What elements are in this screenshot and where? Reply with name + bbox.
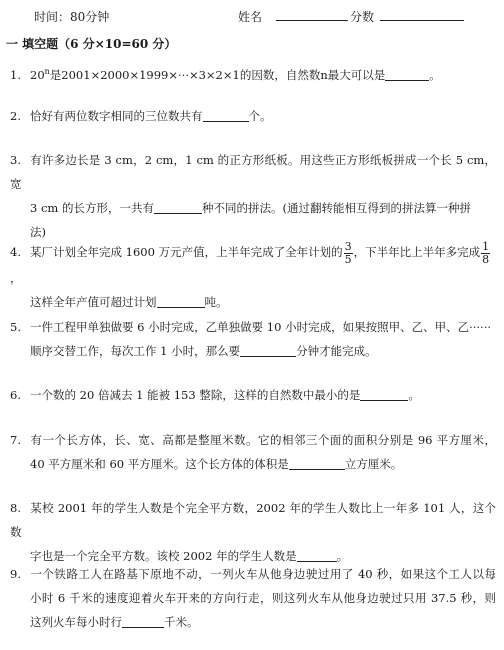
name-label: 姓名 — [238, 10, 263, 24]
answer-blank[interactable] — [240, 344, 296, 357]
fraction-one-eighth: $\frac{1}{8}$ — [482, 239, 490, 266]
question-number: 4. — [10, 245, 21, 259]
question-4: 4. 某厂计划全年完成 1600 万元产值，上半年完成了全年计划的 $\frac{3}{5}$ ，下半年比上半年多完成 $\frac{1}{8}$ ， 这样全年产值可超过计划 吨。 — [10, 239, 490, 309]
question-2: 2. 恰好有两位数字相同的三位数共有 个。 — [10, 104, 496, 128]
question-9: 9. 一个铁路工人在路基下原地不动，一列火车从他身边驶过用了 40 秒，如果这个工人以每 小时 6 千米的速度迎着火车开来的方向行走，则这列火车从他身边驶过只用 37.5 秒，则 这列火车每小时行 千米。 — [10, 562, 496, 634]
question-number: 6. — [10, 388, 21, 402]
score-label: 分数 — [350, 10, 375, 24]
question-7: 7. 有一个长方体，长、宽、高都是整厘米数。它的相邻三个面的面积分别是 96 平方厘米， 40 平方厘米和 60 平方厘米。这个长方体的体积是 立方厘米。 — [10, 428, 496, 476]
answer-blank[interactable] — [360, 388, 408, 401]
question-text: 某校 2001 年的学生人数是个完全平方数，2002 年的学生人数比上一年多 101 人，这个数 — [10, 501, 496, 539]
question-text: 有一个长方体，长、宽、高都是整厘米数。它的相邻三个面的面积分别是 96 平方厘米， — [30, 433, 496, 447]
section-title: 一 填空题（6 分×10=60 分） — [6, 37, 177, 51]
answer-blank[interactable] — [289, 457, 345, 470]
question-text: 有许多边长是 3 cm，2 cm，1 cm 的正方形纸板。用这些正方形纸板拼成一个长 5 cm，宽 — [10, 153, 496, 191]
question-number: 8. — [10, 501, 21, 515]
answer-blank[interactable] — [297, 549, 337, 562]
question-8: 8. 某校 2001 年的学生人数是个完全平方数，2002 年的学生人数比上一年多 101 人，这个数 字也是一个完全平方数。该校 2002 年的学生人数是 。 — [10, 496, 496, 568]
answer-blank[interactable] — [385, 68, 429, 81]
question-text: 恰好有两位数字相同的三位数共有 — [30, 109, 203, 123]
question-number: 9. — [10, 567, 21, 581]
question-number: 2. — [10, 109, 21, 123]
answer-blank[interactable] — [122, 615, 164, 628]
score-blank[interactable] — [380, 9, 464, 21]
time-label: 时间：80分钟 — [34, 10, 110, 24]
question-number: 7. — [10, 433, 21, 447]
answer-blank[interactable] — [203, 109, 249, 122]
question-1: 1. 20$^n$是2001×2000×1999×···×3×2×1的因数，自然数n最大可以是 。 — [10, 60, 496, 87]
name-blank[interactable] — [276, 9, 348, 21]
question-text: 一个数的 20 倍减去 1 能被 153 整除，这样的自然数中最小的是 — [30, 388, 361, 402]
name-field — [238, 8, 348, 25]
question-number: 5. — [10, 320, 21, 334]
question-number: 1. — [10, 67, 21, 82]
answer-blank[interactable] — [154, 201, 202, 214]
answer-blank[interactable] — [157, 295, 205, 308]
question-number: 3. — [10, 153, 21, 167]
question-text: 一件工程甲单独做要 6 小时完成，乙单独做要 10 小时完成，如果按照甲、乙、甲、乙······ — [30, 320, 492, 334]
question-text: 20$^n$是2001×2000×1999×···×3×2×1的因数，自然数n最大可以是 — [30, 67, 386, 82]
question-text: 一个铁路工人在路基下原地不动，一列火车从他身边驶过用了 40 秒，如果这个工人以每 — [30, 567, 496, 581]
fraction-three-fifths: $\frac{3}{5}$ — [344, 239, 352, 266]
question-6: 6. 一个数的 20 倍减去 1 能被 153 整除，这样的自然数中最小的是 。 — [10, 383, 496, 407]
score-field — [350, 8, 464, 25]
question-3: 3. 有许多边长是 3 cm，2 cm，1 cm 的正方形纸板。用这些正方形纸板拼成一个长 5 cm，宽 3 cm 的长方形，一共有 种不同的拼法。(通过翻转能相互得到的拼法算一种拼 法) — [10, 148, 496, 244]
question-5: 5. 一件工程甲单独做要 6 小时完成，乙单独做要 10 小时完成，如果按照甲、乙、甲、乙······ 顺序交替工作，每次工作 1 小时，那么要 分钟才能完成。 — [10, 315, 496, 363]
